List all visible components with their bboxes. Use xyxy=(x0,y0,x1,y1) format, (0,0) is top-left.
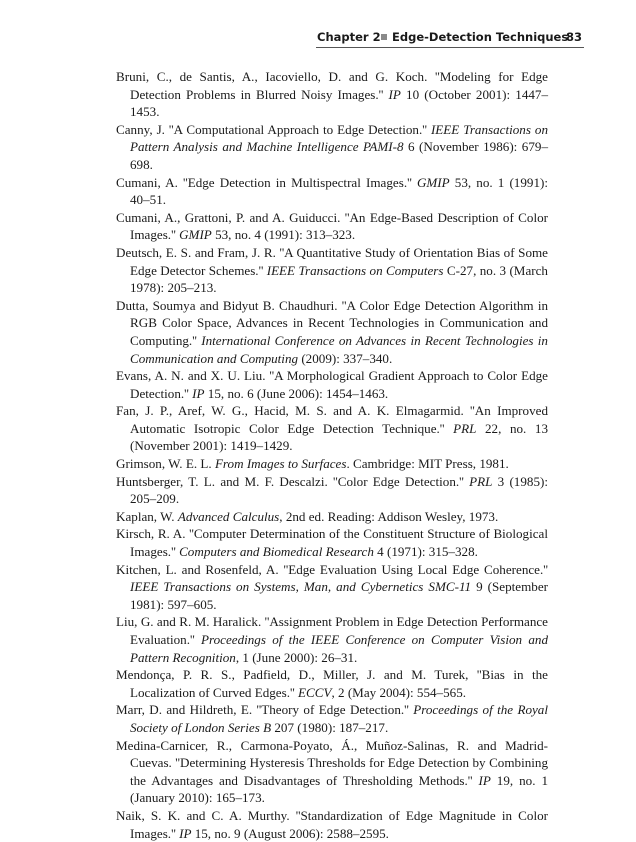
reference-entry: Kaplan, W. Advanced Calculus, 2nd ed. Reading: Addison Wesley, 1973. xyxy=(116,508,499,524)
reference-entry: Dutta, Soumya and Bidyut B. Chaudhuri. ''A Color Edge Detection Algorithm in RGB Color Space, Advances in Recent Technologies in Communication and Computing.'' International Conference on Advances in Recent Technologies in Communication and Computing (2009): 337–340. xyxy=(116,297,548,366)
reference-entry: Mendonça, P. R. S., Padfield, D., Miller, J. and M. Turek, ''Bias in the Localization of Curved Edges.'' ECCV, 2 (May 2004): 554–565. xyxy=(116,667,548,700)
reference-entry: Fan, J. P., Aref, W. G., Hacid, M. S. and A. K. Elmagarmid. ''An Improved Automatic Isotropic Color Edge Detection Technique.'' PRL 22, no. 13 (November 2001): 1419–1429. xyxy=(116,403,548,454)
reference-entry: Kirsch, R. A. ''Computer Determination of the Constituent Structure of Biological Images.'' Computers and Biomedical Research 4 (1971): 315–328. xyxy=(116,526,548,560)
reference-entry: Bruni, C., de Santis, A., Iacoviello, D. and G. Koch. ''Modeling for Edge Detection Problems in Blurred Noisy Images.'' IP 10 (October 2001): 1447–1453. xyxy=(116,69,549,120)
reference-list xyxy=(116,68,548,842)
reference-entry: Grimson, W. E. L. From Images to Surfaces. Cambridge: MIT Press, 1981. xyxy=(116,456,509,472)
header-separator-square xyxy=(381,34,387,40)
reference-entry: Medina-Carnicer, R., Carmona-Poyato, Á., Muñoz-Salinas, R. and Madrid-Cuevas. ''Determining Hysteresis Thresholds for Edge Detection by Combining the Advantages and Disadvantages of Thresholding Methods.'' IP 19, no. 1 (January 2010): 165–173. xyxy=(116,737,548,806)
reference-entry: Evans, A. N. and X. U. Liu. ''A Morphological Gradient Approach to Color Edge Detection.'' IP 15, no. 6 (June 2006): 1454–1463. xyxy=(116,368,548,401)
reference-entry: Cumani, A. ''Edge Detection in Multispectral Images.'' GMIP 53, no. 1 (1991): 40–51. xyxy=(116,174,548,208)
reference-entry: Marr, D. and Hildreth, E. ''Theory of Edge Detection.'' Proceedings of the Royal Society of London Series B 207 (1980): 187–217. xyxy=(116,702,548,735)
reference-entry: Deutsch, E. S. and Fram, J. R. ''A Quantitative Study of Orientation Bias of Some Edge Detector Schemes.'' IEEE Transactions on Computers C-27, no. 3 (March 1978): 205–213. xyxy=(116,244,548,296)
reference-entry: Naik, S. K. and C. A. Murthy. ''Standardization of Edge Magnitude in Color Images.'' IP 15, no. 9 (August 2006): 2588–2595. xyxy=(116,807,548,841)
chapter-label: Chapter 2 xyxy=(317,30,381,44)
reference-entry: Kitchen, L. and Rosenfeld, A. ''Edge Evaluation Using Local Edge Coherence.'' IEEE Transactions on Systems, Man, and Cybernetics SMC-11 9 (September 1981): 597–605. xyxy=(116,561,548,612)
reference-entry: Liu, G. and R. M. Haralick. ''Assignment Problem in Edge Detection Performance Evaluation.'' Proceedings of the IEEE Conference on Computer Vision and Pattern Recognition, 1 (June 2000): 26–31. xyxy=(116,614,549,665)
reference-entry: Huntsberger, T. L. and M. F. Descalzi. ''Color Edge Detection.'' PRL 3 (1985): 205–209. xyxy=(116,473,548,507)
section-title: Edge-Detection Techniques xyxy=(392,30,569,44)
reference-entry: Canny, J. ''A Computational Approach to Edge Detection.'' IEEE Transactions on Pattern Analysis and Machine Intelligence PAMI-8 6 (November 1986): 679–698. xyxy=(116,121,549,172)
reference-entry: Cumani, A., Grattoni, P. and A. Guiducci. ''An Edge-Based Description of Color Images.'' GMIP 53, no. 4 (1991): 313–323. xyxy=(116,209,548,243)
header-rule xyxy=(316,47,584,48)
running-header xyxy=(0,30,636,46)
page-number: 83 xyxy=(566,30,583,44)
